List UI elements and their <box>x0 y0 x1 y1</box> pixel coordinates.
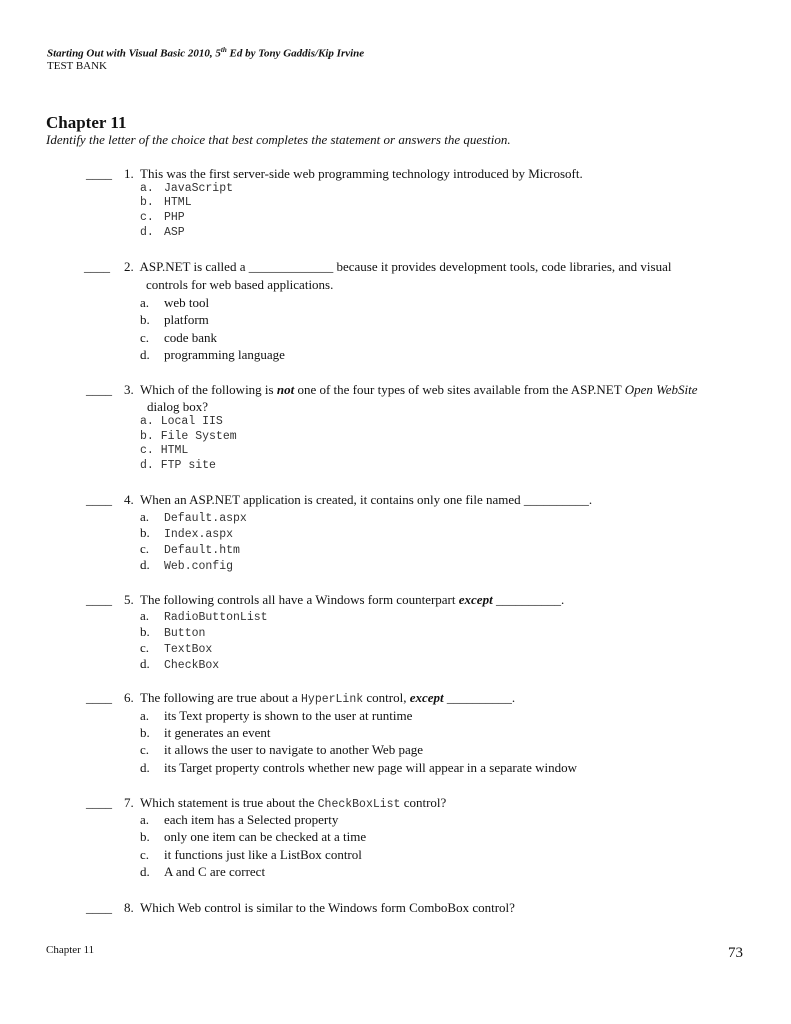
option-a: a. Local IIS <box>140 415 223 428</box>
option-b: b. only one item can be checked at a time <box>140 829 367 844</box>
question-text-continued: controls for web based applications. <box>146 277 334 292</box>
option-b: b. it generates an event <box>140 725 271 740</box>
answer-blank: ____ <box>86 382 112 397</box>
option-b: b. HTML <box>140 196 192 209</box>
option-c: c. it functions just like a ListBox control <box>140 847 362 862</box>
option-b: b. platform <box>140 312 209 327</box>
question-text: 8. Which Web control is similar to the Windows form ComboBox control? <box>124 900 515 915</box>
book-title: Starting Out with Visual Basic 2010, 5th Ed by Tony Gaddis/Kip Irvine <box>47 46 365 60</box>
footer-chapter: Chapter 11 <box>46 944 95 956</box>
option-c: c. PHP <box>140 211 185 224</box>
question-text: 6. The following are true about a HyperLink control, except __________. <box>124 690 516 706</box>
option-a: a. its Text property is shown to the user at runtime <box>140 708 413 723</box>
page-number: 73 <box>728 945 743 961</box>
question-text-continued: dialog box? <box>147 399 209 414</box>
question-text: 4. When an ASP.NET application is created, it contains only one file named __________. <box>124 492 593 507</box>
option-a: a. web tool <box>140 295 210 310</box>
question-text: 1. This was the first server-side web programming technology introduced by Microsoft. <box>124 166 583 181</box>
chapter-title: Chapter 11 <box>46 113 127 132</box>
instructions: Identify the letter of the choice that best completes the statement or answers the question. <box>46 132 511 147</box>
option-b: b. Button <box>140 624 206 640</box>
answer-blank: ____ <box>86 900 112 915</box>
answer-blank: ____ <box>86 795 112 810</box>
answer-blank: ____ <box>86 592 112 607</box>
option-b: b. File System <box>140 430 237 443</box>
answer-blank: ____ <box>86 690 112 705</box>
option-d: d. FTP site <box>140 459 216 472</box>
question-text: 7. Which statement is true about the CheckBoxList control? <box>124 795 447 811</box>
option-d: d. its Target property controls whether new page will appear in a separate window <box>140 760 578 775</box>
option-c: c. code bank <box>140 330 218 345</box>
option-d: d. A and C are correct <box>140 864 266 879</box>
option-a: a. JavaScript <box>140 182 234 195</box>
option-d: d. Web.config <box>140 557 234 573</box>
test-bank-label: TEST BANK <box>47 60 107 72</box>
answer-blank: ____ <box>84 259 110 274</box>
option-c: c. Default.htm <box>140 541 240 557</box>
option-c: c. TextBox <box>140 640 213 656</box>
option-c: c. it allows the user to navigate to another Web page <box>140 742 423 757</box>
option-d: d. CheckBox <box>140 656 220 672</box>
option-a: a. RadioButtonList <box>140 608 268 624</box>
answer-blank: ____ <box>86 492 112 507</box>
option-b: b. Index.aspx <box>140 525 234 541</box>
option-d: d. ASP <box>140 226 185 239</box>
question-text: 5. The following controls all have a Windows form counterpart except __________. <box>124 592 565 607</box>
question-text: 2. ASP.NET is called a _____________ because it provides development tools, code libraries, and visual <box>124 259 672 274</box>
option-a: a. Default.aspx <box>140 509 247 525</box>
question-text: 3. Which of the following is not one of the four types of web sites available from the ASP.NET Open WebSite <box>124 382 698 397</box>
answer-blank: ____ <box>86 166 112 181</box>
option-a: a. each item has a Selected property <box>140 812 339 827</box>
option-c: c. HTML <box>140 444 189 457</box>
option-d: d. programming language <box>140 347 285 362</box>
